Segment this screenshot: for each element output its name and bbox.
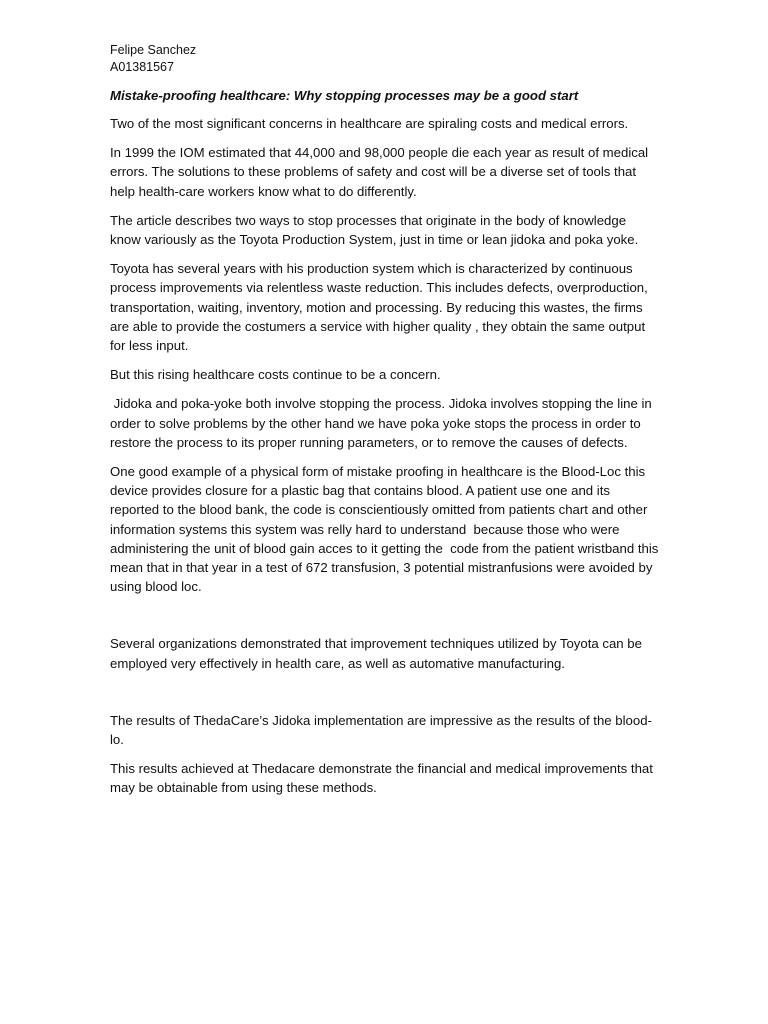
paragraph-5: But this rising healthcare costs continue to be a concern. xyxy=(110,367,441,383)
paragraph-9: The results of ThedaCare’s Jidoka implementation are impressive as the results of the blood-lo. xyxy=(110,712,652,748)
paragraph-1: Two of the most significant concerns in healthcare are spiraling costs and medical errors. xyxy=(110,116,629,131)
paragraph-3: The article describes two ways to stop processes that originate in the body of knowledge know variously as the Toyota Production System, just in time or lean jidoka and poka yoke. xyxy=(110,212,639,248)
paragraph-10: This results achieved at Thedacare demonstrate the financial and medical improvements that may be obtainable from using these methods. xyxy=(110,761,653,796)
document-title: Mistake-proofing healthcare: Why stopping processes may be a good start xyxy=(110,88,579,103)
paragraph-2: In 1999 the IOM estimated that 44,000 and 98,000 people die each year as result of medical errors. The solutions to these problems of safety and cost will be a diverse set of tools that help health-care workers know what to do differently. xyxy=(110,145,649,199)
paragraph-8: Several organizations demonstrated that improvement techniques utilized by Toyota can be employed very effectively in health care, as well as automative manufacturing. xyxy=(110,636,642,671)
document-page xyxy=(110,42,663,798)
author-name: Felipe Sanchez xyxy=(110,43,197,57)
paragraph-6: Jidoka and poka-yoke both involve stopping the process. Jidoka involves stopping the line in order to solve problems by the other hand we have poka yoke stops the process in order to restore the process to its proper running parameters, or to remove the causes of defects. xyxy=(110,396,656,450)
paragraph-4: Toyota has several years with his production system which is characterized by continuous process improvements via relentless waste reduction. This includes defects, overproduction, transportation, waiting, inventory, motion and processing. By reducing this wastes, the firms are able to provide the costumers a service with higher quality , they obtain the same output for less input. xyxy=(110,261,648,354)
student-id: A01381567 xyxy=(110,60,174,74)
paragraph-7: One good example of a physical form of mistake proofing in healthcare is the Blood-Loc this device provides closure for a plastic bag that contains blood. A patient use one and its reported to the blood bank, the code is conscientiously omitted from patients chart and other information systems this system was relly hard to understand because those who were administering the unit of blood gain acces to it getting the code from the patient wristband this mean that in that year in a test of 672 transfusion, 3 potential mistranfusions were avoided by using blood loc. xyxy=(110,464,663,595)
